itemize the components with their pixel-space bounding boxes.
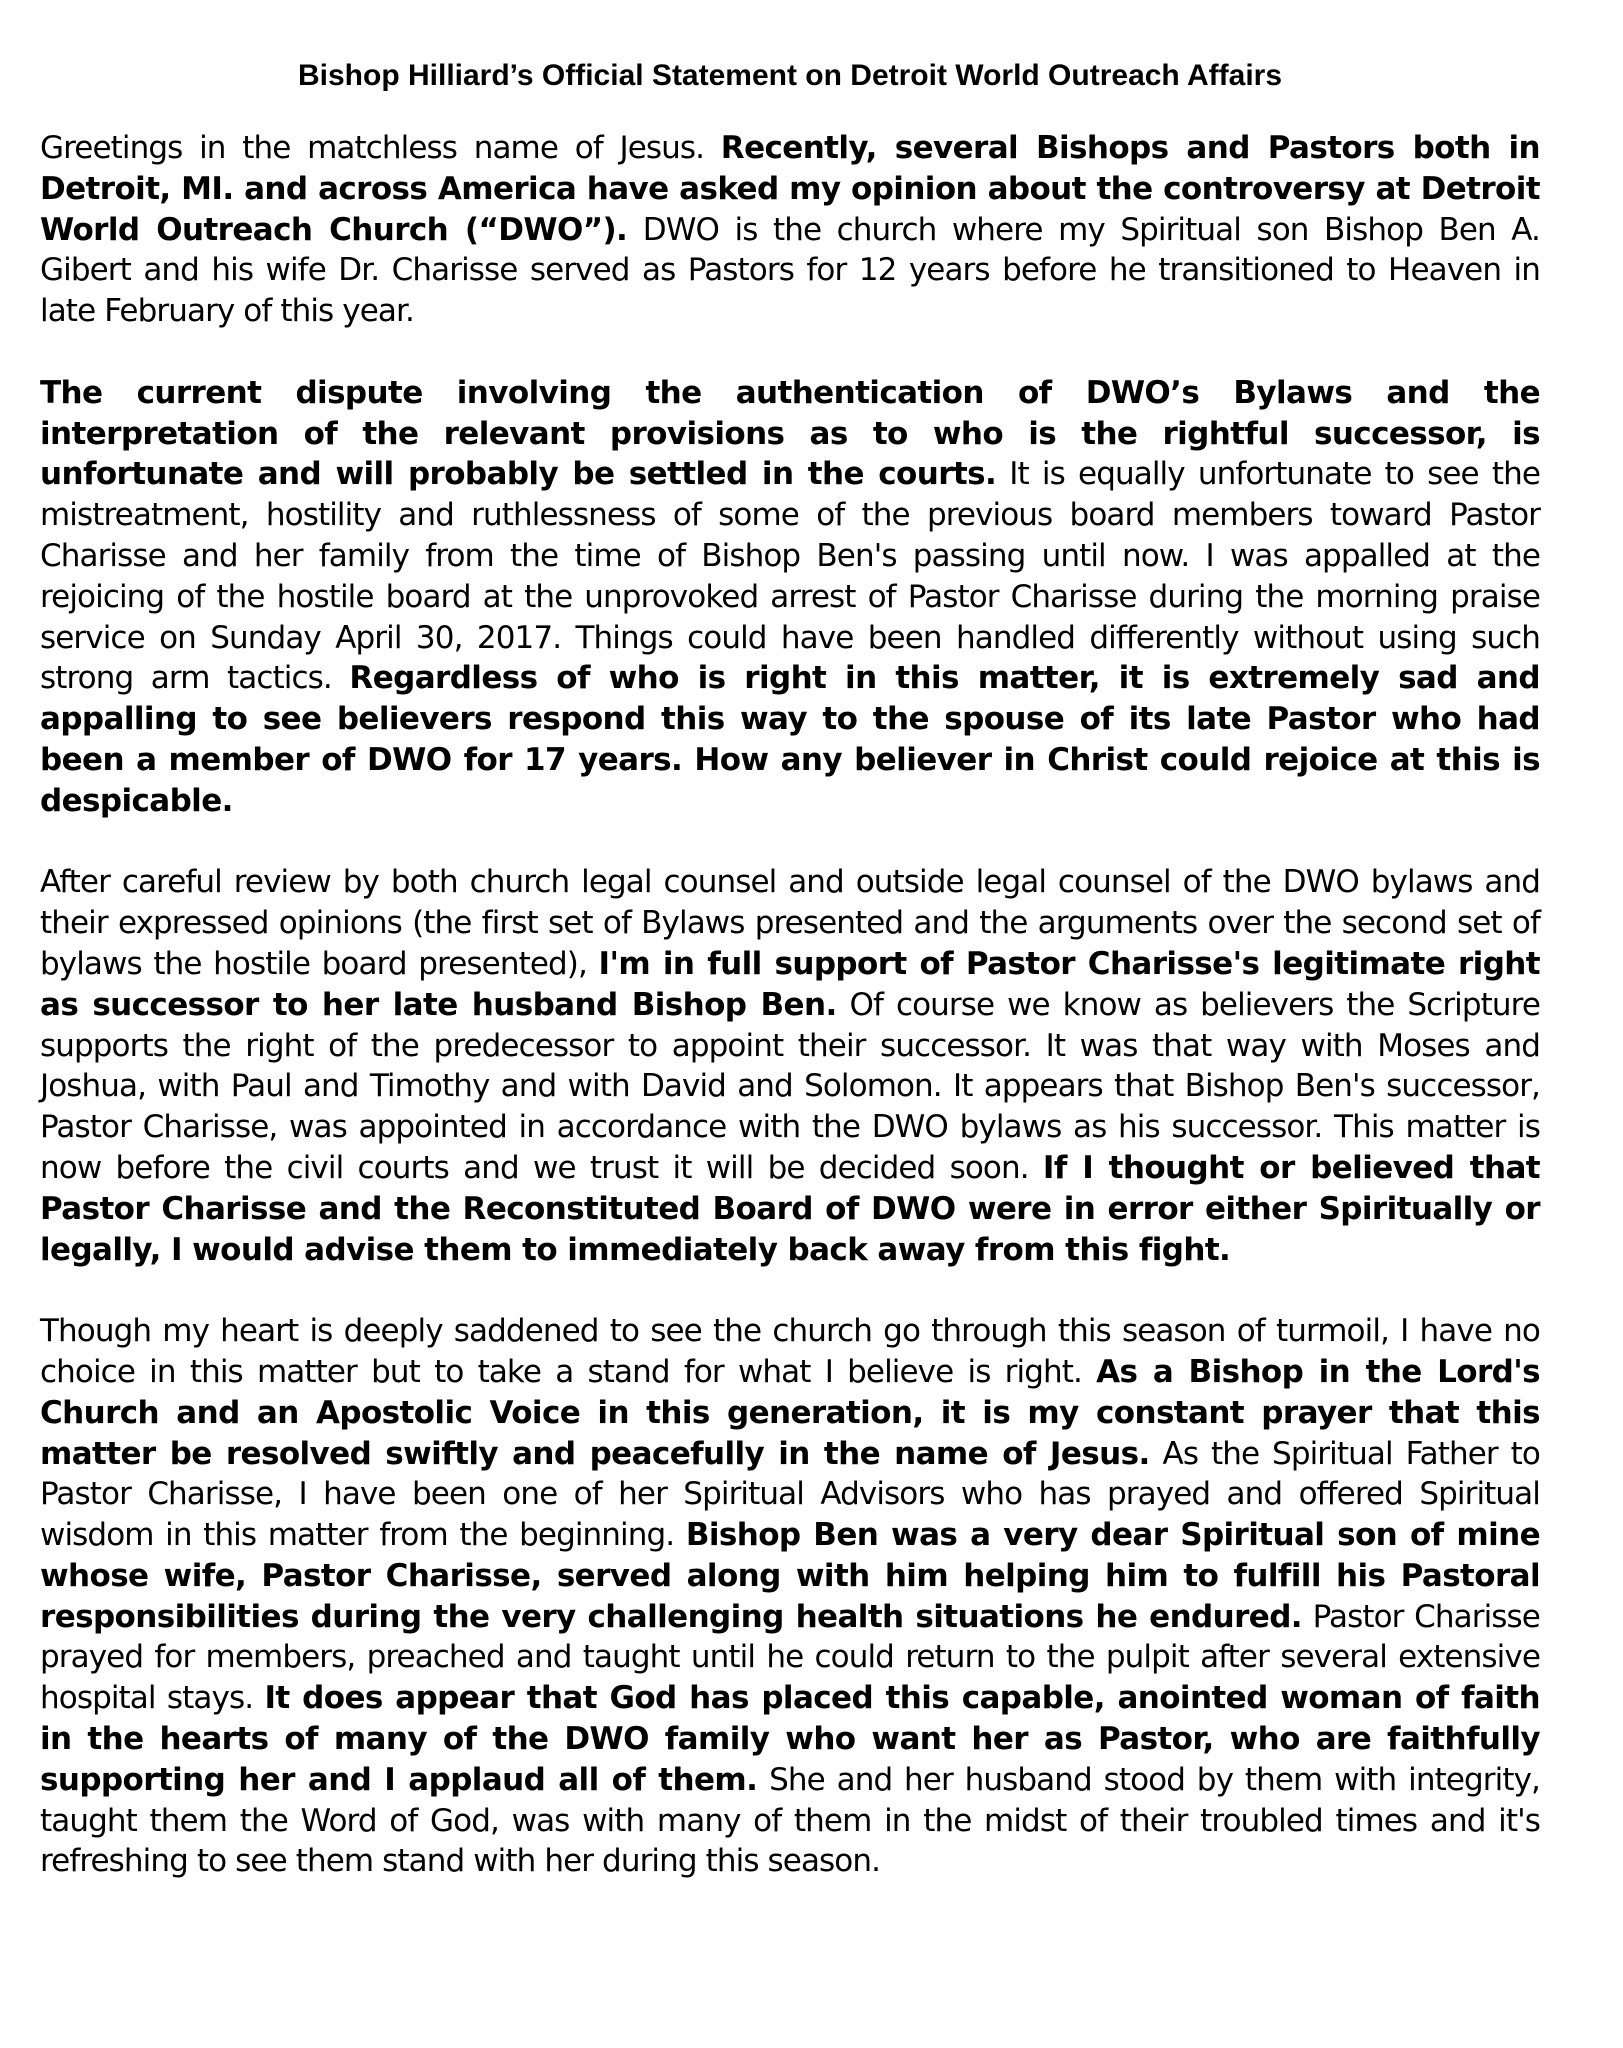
paragraph-1-segment-3: DWO is the church where my Spiritual son Bishop Ben A. Gibert and his wife Dr. Charisse served as Pastors for 12 years before he transitioned to Heaven in late February of this year. bbox=[40, 211, 1540, 330]
paragraph-2-segment-2: It is equally unfortunate to see the mistreatment, hostility and ruthlessness of some of the previous board members toward Pastor Charisse and her family from the time of Bishop Ben's passing until now. I was appalled at the rejoicing of the hostile board at the unprovoked arrest of Pastor Charisse during the morning praise service on Sunday April 30, 2017. Things could have been handled differently without using such strong arm tactics. bbox=[40, 456, 1541, 697]
paragraph-2-segment-3: Regardless of who is right in this matter, it is extremely sad and appalling to see believers respond this way to the spouse of its late Pastor who had been a member of DWO for 17 years. How any believer in Christ could rejoice at this is despicable. bbox=[40, 660, 1540, 819]
paragraph-4-segment-3: As the Spiritual Father to Pastor Charisse, I have been one of her Spiritual Advisors who has prayed and offered Spiritual wisdom in this matter from the beginning. bbox=[40, 1435, 1540, 1554]
paragraph-3-segment-4: If I thought or believed that Pastor Charisse and the Reconstituted Board of DWO were in error either Spiritually or legally, I would advise them to immediately back away from this fight. bbox=[40, 1149, 1540, 1268]
paragraph-1 bbox=[40, 128, 1540, 332]
paragraph-4-segment-5: Pastor Charisse prayed for members, preached and taught until he could return to the pulpit after several extensive hospital stays. bbox=[40, 1598, 1540, 1717]
paragraph-4-segment-2: As a Bishop in the Lord's Church and an Apostolic Voice in this generation, it is my constant prayer that this matter be resolved swiftly and peacefully in the name of Jesus. bbox=[40, 1353, 1540, 1472]
paragraph-1-segment-2: Recently, several Bishops and Pastors both in Detroit, MI. and across America have asked my opinion about the controversy at Detroit World Outreach Church (“DWO”). bbox=[40, 130, 1540, 248]
paragraph-3-segment-3: Of course we know as believers the Scripture supports the right of the predecessor to appoint their successor. It was that way with Moses and Joshua, with Paul and Timothy and with David and Solomon. It appears that Bishop Ben's successor, Pastor Charisse, was appointed in accordance with the DWO bylaws as his successor. This matter is now before the civil courts and we trust it will be decided soon. bbox=[40, 986, 1540, 1186]
paragraph-3-segment-1: After careful review by both church legal counsel and outside legal counsel of the DWO bylaws and their expressed opinions (the first set of Bylaws presented and the arguments over the second set of bylaws the hostile board presented), bbox=[40, 864, 1540, 982]
paragraph-4-segment-6: It does appear that God has placed this capable, anointed woman of faith in the hearts of many of the DWO family who want her as Pastor, who are faithfully supporting her and I applaud all of them. bbox=[40, 1680, 1540, 1798]
paragraph-3 bbox=[40, 862, 1540, 1270]
paragraph-4-segment-7: She and her husband stood by them with integrity, taught them the Word of God, was with many of them in the midst of their troubled times and it's refreshing to see them stand with her during this season. bbox=[40, 1761, 1540, 1880]
document-title: Bishop Hilliard’s Official Statement on Detroit World Outreach Affairs bbox=[297, 59, 1283, 92]
document-page bbox=[40, 58, 1540, 1882]
paragraph-2 bbox=[40, 373, 1540, 822]
paragraph-4 bbox=[40, 1311, 1540, 1882]
paragraph-4-segment-1: Though my heart is deeply saddened to see the church go through this season of turmoil, I have no choice in this matter but to take a stand for what I believe is right. bbox=[40, 1313, 1540, 1390]
paragraph-1-segment-1: Greetings in the matchless name of Jesus. bbox=[40, 130, 721, 166]
paragraph-3-segment-2: I'm in full support of Pastor Charisse's legitimate right as successor to her late husband Bishop Ben. bbox=[40, 945, 1540, 1023]
paragraph-2-segment-1: The current dispute involving the authentication of DWO’s Bylaws and the interpretation of the relevant provisions as to who is the rightful successor, is unfortunate and will probably be settled in the courts. bbox=[40, 374, 1540, 493]
paragraph-4-segment-4: Bishop Ben was a very dear Spiritual son of mine whose wife, Pastor Charisse, served along with him helping him to fulfill his Pastoral responsibilities during the very challenging health situations he endured. bbox=[40, 1517, 1540, 1635]
